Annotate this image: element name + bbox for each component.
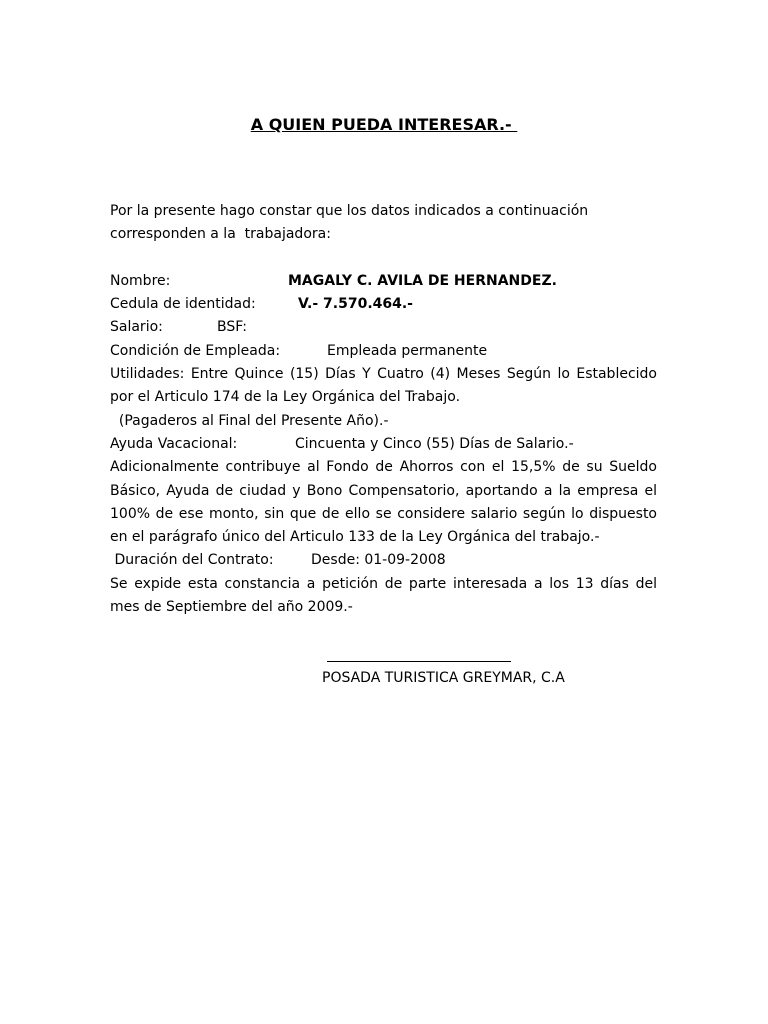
utilidades-line-3: (Pagaderos al Final del Presente Año).-: [110, 412, 389, 429]
salario-label: Salario:: [110, 319, 163, 336]
closing-line-2: mes de Septiembre del año 2009.-: [110, 599, 353, 616]
fondo-line-2: Básico, Ayuda de ciudad y Bono Compensatorio, aportando a la empresa el: [110, 482, 657, 499]
nombre-label: Nombre:: [110, 272, 171, 289]
blank-line: [110, 247, 657, 270]
nombre-value: MAGALY C. AVILA DE HERNANDEZ.: [288, 272, 557, 289]
condicion-row: [110, 340, 657, 363]
contrato-label: Duración del Contrato:: [110, 552, 274, 569]
signature-line: [327, 661, 511, 662]
document-body: [110, 200, 657, 619]
fondo-line-1: Adicionalmente contribuye al Fondo de Ahorros con el 15,5% de su Sueldo: [110, 459, 657, 476]
document-title: A QUIEN PUEDA INTERESAR.-: [250, 115, 518, 134]
intro-line-1: Por la presente hago constar que los datos indicados a continuación: [110, 203, 589, 219]
cedula-row: [110, 293, 657, 316]
fondo-line-4: en el parágrafo único del Articulo 133 de la Ley Orgánica del trabajo.-: [110, 529, 600, 546]
cedula-value: V.- 7.570.464.-: [298, 296, 413, 313]
signature-name: POSADA TURISTICA GREYMAR, C.A: [322, 670, 565, 686]
closing-line-1: Se expide esta constancia a petición de parte interesada a los 13 días del: [110, 575, 657, 592]
intro-line-2: corresponden a la trabajadora:: [110, 226, 331, 243]
condicion-label: Condición de Empleada:: [110, 342, 281, 359]
utilidades-line-2: por el Articulo 174 de la Ley Orgánica del Trabajo.: [110, 389, 461, 406]
contrato-row: [110, 549, 657, 572]
salario-value: BSF:: [217, 319, 247, 336]
fondo-line-3: 100% de ese monto, sin que de ello se considere salario según lo dispuesto: [110, 505, 657, 522]
salario-row: [110, 316, 657, 339]
utilidades-line-1: Utilidades: Entre Quince (15) Días Y Cuatro (4) Meses Según lo Establecido: [110, 366, 657, 383]
nombre-row: [110, 270, 657, 293]
ayuda-label: Ayuda Vacacional:: [110, 435, 238, 452]
ayuda-value: Cincuenta y Cinco (55) Días de Salario.-: [295, 435, 574, 452]
cedula-label: Cedula de identidad:: [110, 296, 256, 313]
contrato-value: Desde: 01-09-2008: [311, 552, 446, 569]
ayuda-row: [110, 433, 657, 456]
condicion-value: Empleada permanente: [327, 342, 488, 359]
